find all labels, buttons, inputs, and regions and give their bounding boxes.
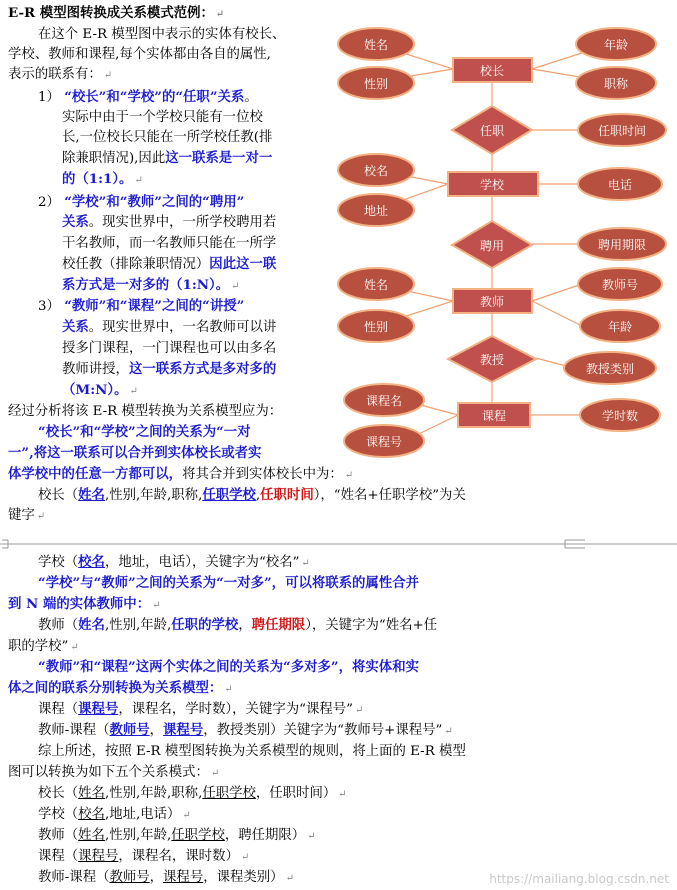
item2-line-4: 系方式是一对多的（1:N）。 ↵	[62, 277, 240, 293]
attr-teaching-type	[564, 352, 656, 384]
teacher-relation-cont: 职的学校” ↵	[8, 639, 79, 654]
svg-text:校长: 校长	[479, 64, 505, 78]
item3-line-1: 关系。现实世界中，一名教师可以讲	[62, 319, 277, 335]
entity-principal	[453, 58, 532, 82]
final-relation-3: 教师（姓名,性别,年龄,任职学校，聘任期限） ↵	[38, 828, 316, 843]
watermark: https://mailiang.blog.csdn.net	[489, 872, 669, 886]
item2-head: 2） “学校”和“教师”之间的“聘用”	[38, 194, 245, 210]
svg-text:地址: 地址	[363, 204, 389, 218]
entity-school	[448, 172, 538, 196]
entity-course	[458, 403, 530, 427]
attr-title-principal	[576, 67, 656, 99]
svg-text:课程号: 课程号	[365, 435, 403, 449]
item3-line-4: （M:N）。 ↵	[62, 382, 138, 398]
svg-text:教师: 教师	[479, 295, 505, 309]
summary-line-2: 图可以转换为如下五个关系模式： ↵	[8, 765, 220, 780]
rule3-line-2: 体之间的联系分别转换为关系模型： ↵	[8, 680, 233, 696]
item3-line-2: 授多门课程，一门课程也可以由多名	[62, 341, 277, 356]
item3-head: 3） “教师”和“课程”之间的“讲授”	[38, 298, 245, 314]
item2-line-2: 干名教师，而一名教师只能在一所学	[62, 236, 277, 251]
er-diagram	[330, 14, 670, 449]
svg-text:性别: 性别	[363, 320, 389, 334]
rule2-line-1: “学校”与“教师”之间的关系为“一对多”，可以将联系的属性合并	[38, 575, 419, 591]
relationship-hire	[452, 221, 532, 268]
svg-text:教师号: 教师号	[601, 278, 639, 292]
svg-text:课程: 课程	[481, 409, 507, 423]
svg-text:性别: 性别	[363, 77, 389, 91]
attr-age-teacher	[580, 310, 660, 342]
entity-teacher	[453, 289, 532, 313]
teacher-relation: 教师（姓名,性别,年龄,任职的学校，聘任期限），关键字为“姓名+任	[38, 617, 438, 633]
intro-line-3: 表示的联系有： ↵	[8, 67, 113, 82]
final-relation-1: 校长（姓名,性别,年龄,职称,任职学校，任职时间） ↵	[38, 786, 347, 801]
svg-text:电话: 电话	[607, 178, 633, 192]
attr-gender-teacher	[338, 310, 414, 342]
final-relation-5: 教师-课程（教师号，课程号，课程类别） ↵	[38, 870, 294, 885]
svg-text:任职: 任职	[479, 124, 505, 138]
svg-text:年龄: 年龄	[607, 320, 633, 334]
item1-line-1: 实际中由于一个学校只能有一位校	[62, 110, 263, 125]
principal-relation-cont: 键字 ↵	[8, 508, 46, 523]
item1-line-3: 除兼职情况),因此这一联系是一对一	[62, 150, 273, 166]
attr-phone	[578, 168, 662, 200]
attr-course-name	[344, 384, 424, 416]
svg-text:姓名: 姓名	[363, 278, 389, 292]
item2-line-3: 校任教（排除兼职情况）因此这一联	[62, 256, 277, 272]
relationship-teach	[448, 336, 536, 382]
item1-line-2: 长,一位校长只能在一所学校任教(排	[62, 130, 273, 145]
item2-line-1: 关系。现实世界中，一所学校聘用若	[62, 214, 277, 230]
svg-text:教授类别: 教授类别	[585, 362, 635, 376]
svg-text:年龄: 年龄	[603, 38, 629, 52]
rule1-line-3: 体学校中的任意一方都可以，将其合并到实体校长中为： ↵	[8, 466, 354, 482]
attr-teacher-id	[578, 268, 662, 300]
analysis-line: 经过分析将该 E-R 模型转换为关系模型应为：	[8, 404, 283, 419]
final-relation-4: 课程（课程号，课程名，课时数） ↵	[38, 849, 250, 864]
svg-text:教授: 教授	[479, 353, 505, 367]
attr-hire-period	[578, 228, 666, 260]
attr-age-principal	[576, 28, 656, 60]
summary-line-1: 综上所述，按照 E-R 模型图转换为关系模型的规则，将上面的 E-R 模型	[38, 744, 466, 759]
item3-line-3: 教师讲授，这一联系方式是多对多的	[62, 361, 277, 377]
svg-text:姓名: 姓名	[363, 38, 389, 52]
intro-line-2: 学校、教师和课程,每个实体都由各自的属性,	[8, 47, 271, 62]
intro-line-1: 在这个 E-R 模型图中表示的实体有校长、	[38, 27, 286, 42]
doc-title: E-R 模型图转换成关系模式范例： ↵	[8, 5, 225, 21]
attr-tenure-time	[578, 114, 666, 146]
attr-name-teacher	[338, 268, 414, 300]
svg-text:任职时间: 任职时间	[597, 124, 647, 138]
svg-text:校名: 校名	[363, 164, 389, 178]
relationship-tenure	[452, 106, 532, 154]
attr-credit-hours	[580, 399, 660, 431]
page-break	[0, 539, 677, 549]
item1-line-4: 的（1:1）。 ↵	[62, 171, 143, 187]
rule1-line-1: “校长”和“学校”之间的关系为“一对	[38, 424, 251, 440]
attr-gender-principal	[338, 67, 414, 99]
svg-text:职称: 职称	[603, 77, 629, 91]
rule2-line-2: 到 N 端的实体教师中： ↵	[8, 596, 161, 612]
attr-school-name	[338, 154, 414, 186]
attr-course-id	[344, 425, 424, 457]
school-relation: 学校（校名，地址，电话），关键字为“校名” ↵	[38, 554, 310, 570]
rule1-line-2: 一”,将这一联系可以合并到实体校长或者实	[8, 445, 262, 461]
svg-text:聘用: 聘用	[479, 239, 505, 253]
svg-text:学校: 学校	[479, 178, 505, 192]
rule3-line-1: “教师”和“课程”这两个实体之间的关系为“多对多”，将实体和实	[38, 659, 419, 675]
final-relation-2: 学校（校名,地址,电话） ↵	[38, 807, 191, 822]
item1-head: 1） “校长”和“学校”的“任职”关系。	[38, 89, 258, 105]
attr-name-principal	[338, 28, 414, 60]
course-relation: 课程（课程号，课程名，学时数），关键字为“课程号” ↵	[38, 701, 364, 717]
teacher-course-relation: 教师-课程（教师号，课程号，教授类别）关键字为“教师号+课程号” ↵	[38, 722, 453, 738]
svg-text:课程名: 课程名	[365, 394, 403, 408]
svg-text:学时数: 学时数	[601, 409, 639, 423]
principal-relation: 校长（姓名,性别,年龄,职称,任职学校,任职时间），“姓名+任职学校”为关	[38, 487, 466, 503]
attr-address	[338, 194, 414, 226]
svg-text:聘用期限: 聘用期限	[597, 238, 647, 252]
